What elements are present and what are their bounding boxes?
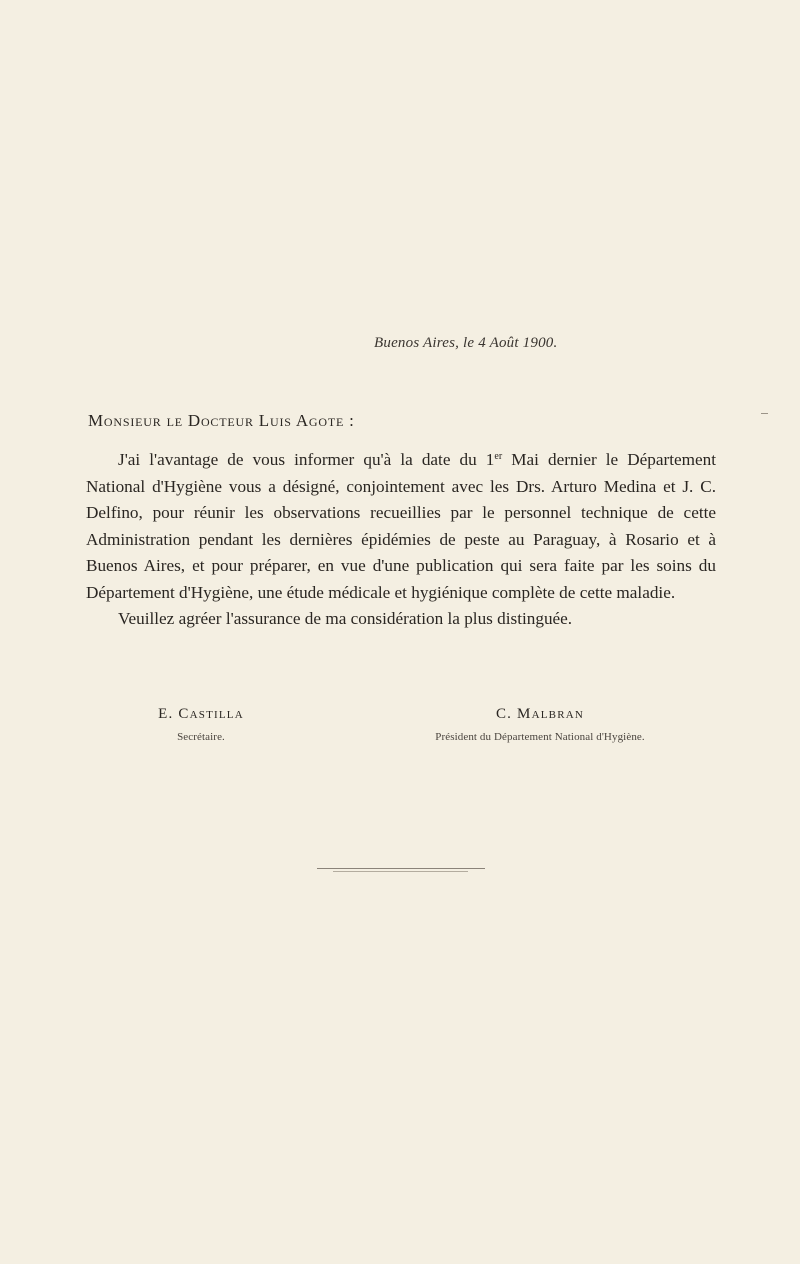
president-name: C. Malbran [495,706,585,722]
dateline: Buenos Aires, le 4 Août 1900. [374,335,558,351]
signature-president [435,706,645,743]
paragraph-1 [86,447,716,606]
signature-secretary [126,706,276,743]
paragraph-1-rest: Mai dernier le Département National d'Hygiène vous a désigné, conjointement avec les Drs. Arturo Medina et J. C. Delfino, pour réunir les observations recueillies par le personnel technique de cette Administration pendant les dernières épidémies de peste au Paraguay, à Rosario et à Buenos Aires, et pour préparer, en vue d'une publication qui sera faite par les soins du Département d'Hygiène, une étude médicale et hygiénique complète de cette maladie. [86,450,716,602]
letter-body [86,447,716,633]
president-title: Président du Département National d'Hygiène. [435,731,645,743]
paragraph-2: Veuillez agréer l'assurance de ma considération la plus distinguée. [118,609,573,628]
ordinal-superscript: er [494,451,503,462]
closing-rule [317,868,485,869]
secretary-title: Secrétaire. [177,731,225,743]
closing-rule-secondary [333,871,468,872]
margin-mark [761,413,768,414]
paragraph-1-start: J'ai l'avantage de vous informer qu'à la date du 1 [118,450,495,469]
secretary-name: E. Castilla [158,706,244,722]
salutation: Monsieur le Docteur Luis Agote : [88,411,355,430]
